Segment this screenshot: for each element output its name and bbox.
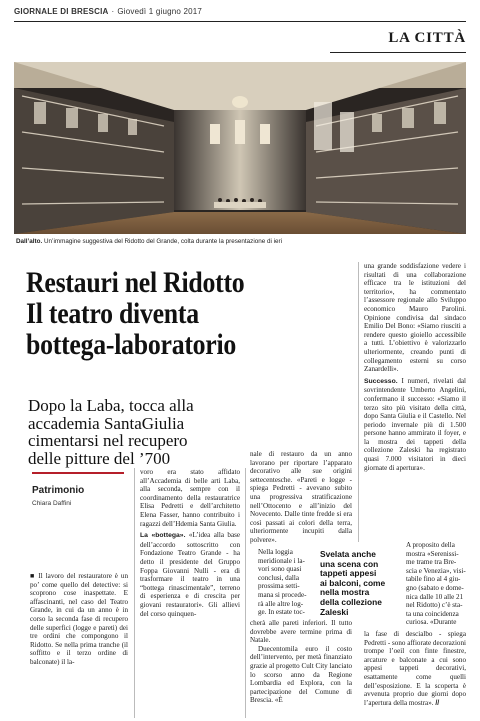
topic-label: Patrimonio [32,485,85,496]
text-line: prossima setti- [258,582,300,591]
paragraph-text: I numeri, rivelati dal sovrintendente Umberto Angelini, confermano il successo: «Siamo il terzo sito più visitato della città, dopo Santa Giulia e il Castello. Nel periodo invernale più di 1.500 persone hanno ammirato il foyer, e la mostra dei tappeti della collezione Zaleski ha registrato quasi 7.000 visitatori in dieci giornate di apertura». [364,376,466,472]
headline-line: Restauri nel Ridotto [26,266,245,299]
text-line: nica dalle 10 alle 21 [406,592,464,601]
text-line: curiosa. «Durante [406,618,457,627]
paragraph: nale di restauro da un anno lavorano per riportare l’apparato decorativo alle sue origini settecentesche. «Pareti e logge - spiega Pedretti - avevano subito una progressiva stratificazione nell’Ottocento e all’inizio del Novecento. Dalle tinte fredde si era così passati ai colori della terra, ulteriormente incupiti dalla polvere». [250,450,352,544]
paragraph-lead: Successo. [364,377,398,385]
text-line: A proposito della [406,541,455,549]
masthead [14,7,202,16]
text-line: scia e Venezia», visi- [406,566,466,575]
headline-line: Il teatro diventa [26,297,199,330]
subhead-line: Dopo la Laba, tocca alla [28,396,194,415]
column-rule [245,468,246,718]
pull-quote [320,550,402,617]
paragraph-text: «L’idea alla base dell’accordo sottoscritto con Fondazione Teatro Grande - ha detto il presidente del Gruppo Foppa Giovanni Nulli - era di trasformare il teatro in una “bottega rinascimentale”, terreno di esperienza e di crescita per giovani restauratori». Gli allievi del corso quinquen- [140,531,241,618]
pull-quote-line: nella mostra [320,587,370,598]
paragraph-text: la fase di descialbo - spiega Pedretti - sono affiorate decorazioni trompe l’oeil con finte finestre, arcature e balconate a cui sono appesi tappeti decorativi, esattamente come quelli dell’esposizione. E la scoperta è avvenuta proprio due giorni dopo l’apertura della mostra». [364,630,466,707]
body-column-3-wrap [258,548,318,617]
publication-name: GIORNALE DI BRESCIA [14,7,109,16]
body-column-1 [30,572,128,667]
pull-quote-line: tappeti appesi [320,568,377,579]
subhead-line: accademia SantaGiulia [28,413,185,433]
paragraph: Duecentomila euro il costo dell’intervento, per metà finanziato grazie al progetto Cult City lanciato lo scorso anno da Regione Lombardia ed Explora, con la partecipazione del Comune di Brescia. «È [250,644,352,705]
text-line: mostra «Serenissi- [406,549,459,558]
paragraph [364,377,466,473]
author-byline: Chiara Daffini [32,500,72,507]
column-rule [358,262,359,542]
text-line: Nella loggia [258,548,293,556]
section-rule [330,52,466,53]
pull-quote-line: Svelata anche [320,549,376,559]
article-photo [14,62,466,234]
text-line: gno (sabato e dome- [406,583,464,592]
body-column-4 [364,262,466,472]
body-column-3 [250,450,352,545]
header-rule [14,21,466,22]
paragraph-lead: La «bottega». [140,532,186,540]
body-column-4-wrap [406,541,468,627]
text-line: conclusi, dalla [258,573,299,582]
paragraph: voro era stato affidato all’Accademia di belle arti Laba, alla seconda, sempre con il coordinamento della restauratrice Elisa Pedretti e dell’architetto Elena Fasser, hanno contribuito i ragazzi dell’Hdemia Santa Giulia. [140,468,240,528]
subhead-line: delle pitture del ’700 [28,448,171,468]
body-column-2 [140,468,240,618]
text-line: me trame tra Bre- [406,558,457,567]
pull-quote-line: della collezione [320,596,382,607]
topic-rule [32,472,124,474]
paragraph [364,630,466,707]
text-line: rà alle altre log- [258,599,304,608]
text-line: mana si procede- [258,590,307,599]
pull-quote-line: ai balconi, come [320,577,386,588]
text-line: tabile fino al 4 giu- [406,575,461,584]
headline [26,267,310,360]
caption-lead: Dall’alto. [16,238,43,245]
masthead-separator: · [111,7,115,16]
text-line: ta una coincidenza [406,609,459,618]
body-column-4-bottom [364,630,466,707]
theater-hall-image [14,62,466,234]
paragraph [140,531,240,618]
subhead-line: cimentarsi nel recupero [28,431,188,450]
headline-line: bottega-laboratorio [26,328,237,361]
issue-date: Giovedì 1 giugno 2017 [117,7,203,16]
column-rule [134,468,135,718]
section-title: LA CITTÀ [388,30,466,46]
pull-quote-line: Zaleski [320,606,349,617]
text-line: nel Ridotto) c’è sta- [406,601,463,610]
paragraph: una grande soddisfazione vedere i risultati di una collaborazione efficace tra le istituzioni del territorio», ha commentato l’assessore regionale allo Sviluppo economico Mauro Parolini. Opinione condivisa dal sindaco Emilio Del Bono: «Siamo riusciti a rendere questo gioiello accessibile a tutti. L’obiettivo è valorizzarlo ulteriormente, creando punti di collegamento esterni su corso Zanardelli». [364,262,466,374]
text-line: ge. In estate toc- [258,608,305,617]
paragraph: ■ Il lavoro del restauratore è un po’ come quello del detective: si scoprono cose inaspettate. E affascinanti, nel caso del Teatro Grande, in cui da un anno è in corso la seconda fase di recupero delle superfici (logge e pareti) dei tre ordini che compongono il Ridotto. Se nella prima tranche (il soffitto e il terzo ordine di balconate) il la- [30,572,129,666]
end-mark: // [435,698,440,707]
pull-quote-line: una scena con [320,558,379,569]
paragraph: cherà alle pareti inferiori. Il tutto dovrebbe avere termine prima di Natale. [250,619,352,645]
paragraph-text: Il lavoro del restauratore è un po’ come quello del detective: si scoprono cose inaspettate. E affascinanti, nel caso del Teatro Grande, in cui da un anno è in corso la seconda fase di recupero delle superfici (logge e pareti) dei tre ordini che compongono il Ridotto. Se nella prima tranche (il soffitto e il terzo ordine di balconate) il la- [30,572,129,666]
text-line: vori sono quasi [258,565,302,574]
photo-caption [16,238,466,245]
caption-text: Un’immagine suggestiva del Ridotto del Grande, colta durante la presentazione di ieri [44,238,283,245]
body-column-3-bottom [250,619,352,705]
text-line: meridionale i la- [258,556,305,565]
